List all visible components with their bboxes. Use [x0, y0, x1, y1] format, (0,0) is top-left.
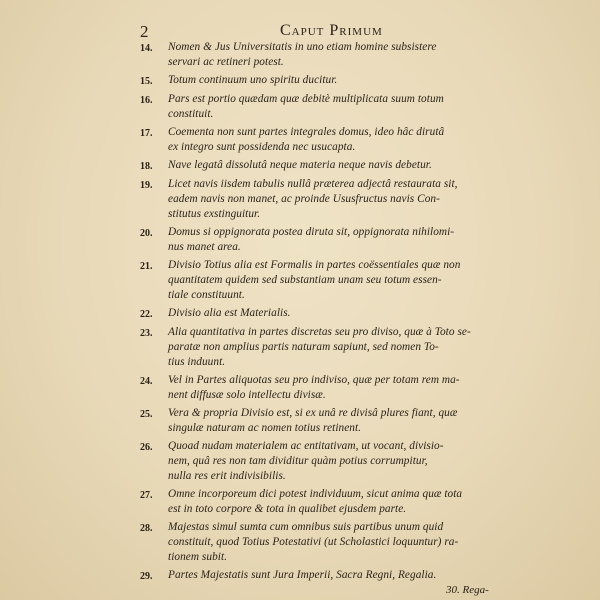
numbered-entry — [140, 125, 492, 155]
text-line: tius induunt. — [168, 356, 226, 368]
text-line: Vera & propria Divisio est, si ex unâ re divisâ plures fiant, quæ — [168, 407, 458, 419]
entry-number: 15. — [140, 76, 153, 87]
entry-number: 22. — [140, 309, 153, 320]
numbered-entry — [140, 439, 492, 484]
numbered-entry — [140, 73, 492, 89]
entry-text — [168, 125, 492, 155]
text-line: est in toto corpore & tota in qualibet ejusdem parte. — [168, 503, 407, 515]
entry-text — [168, 439, 492, 484]
entry-number: 27. — [140, 490, 153, 501]
entry-number: 20. — [140, 228, 153, 239]
entry-number: 17. — [140, 128, 153, 139]
numbered-entry — [140, 258, 492, 303]
entry-text — [168, 520, 492, 565]
entry-text — [168, 568, 492, 583]
text-line: quantitatem quidem sed substantiam unam seu totum essen- — [168, 274, 442, 286]
numbered-entry — [140, 177, 492, 222]
catchword: 30. Rega- — [446, 584, 489, 596]
running-head: Caput Primum — [280, 22, 383, 39]
text-line: Nomen & Jus Universitatis in uno etiam homine subsistere — [168, 41, 437, 53]
entry-text — [168, 325, 492, 370]
numbered-entry — [140, 92, 492, 122]
text-line: nus manet area. — [168, 241, 241, 253]
entry-text — [168, 158, 492, 173]
page-header — [140, 22, 560, 42]
entry-number: 21. — [140, 261, 153, 272]
text-line: Partes Majestatis sunt Jura Imperii, Sacra Regni, Regalia. — [168, 569, 437, 581]
numbered-entry — [140, 325, 492, 370]
text-line: Vel in Partes aliquotas seu pro indiviso, quæ per totam rem ma- — [168, 374, 460, 386]
entry-number: 28. — [140, 523, 153, 534]
page-number: 2 — [140, 22, 149, 41]
text-line: nem, quâ res non tam dividitur quàm potius corrumpitur, — [168, 455, 428, 467]
text-line: constituit, quod Totius Potestativi (ut Scholastici loquuntur) ra- — [168, 536, 459, 548]
numbered-entry — [140, 487, 492, 517]
entry-number: 18. — [140, 161, 153, 172]
text-line: constituit. — [168, 108, 214, 120]
entry-text — [168, 92, 492, 122]
numbered-entry — [140, 158, 492, 174]
text-line: Nave legatâ dissolutâ neque materia neque navis debetur. — [168, 159, 432, 171]
entry-text — [168, 373, 492, 403]
text-line: servari ac retineri potest. — [168, 56, 284, 68]
entry-text — [168, 487, 492, 517]
text-line: nent diffusæ solo intellectu divisæ. — [168, 389, 326, 401]
main-text — [140, 40, 492, 587]
text-line: Totum continuum uno spiritu ducitur. — [168, 74, 338, 86]
text-line: Divisio alia est Materialis. — [168, 307, 291, 319]
text-line: Alia quantitativa in partes discretas seu pro diviso, quæ à Toto se- — [168, 326, 471, 338]
text-line: Omne incorporeum dici potest individuum, sicut anima quæ tota — [168, 488, 463, 500]
text-line: Majestas simul sumta cum omnibus suis partibus unum quid — [168, 521, 444, 533]
entry-text — [168, 258, 492, 303]
entry-number: 25. — [140, 409, 153, 420]
text-line: nulla res erit indivisibilis. — [168, 470, 286, 482]
entry-number: 24. — [140, 376, 153, 387]
numbered-entry — [140, 406, 492, 436]
text-line: paratæ non amplius partis naturam sapiunt, sed nomen To- — [168, 341, 439, 353]
text-line: tionem subit. — [168, 551, 228, 563]
entry-text — [168, 73, 492, 88]
entry-number: 16. — [140, 95, 153, 106]
entry-text — [168, 225, 492, 255]
text-line: Quoad nudam materialem ac entitativam, ut vocant, divisio- — [168, 440, 444, 452]
numbered-entry — [140, 520, 492, 565]
text-line: Divisio Totius alia est Formalis in partes coëssentiales quæ non — [168, 259, 461, 271]
entry-text — [168, 306, 492, 321]
entry-number: 14. — [140, 43, 153, 54]
entry-text — [168, 40, 492, 70]
entry-text — [168, 406, 492, 436]
text-line: Licet navis iisdem tabulis nullâ præterea adjectâ restaurata sit, — [168, 178, 458, 190]
numbered-entry — [140, 568, 492, 584]
numbered-entry — [140, 225, 492, 255]
numbered-entry — [140, 373, 492, 403]
text-line: eadem navis non manet, ac proinde Ususfructus navis Con- — [168, 193, 440, 205]
text-line: Domus si oppignorata postea diruta sit, oppignorata nihilomi- — [168, 226, 455, 238]
text-line: tiale constituunt. — [168, 289, 245, 301]
text-line: ex integro sunt possidenda nec usucapta. — [168, 141, 356, 153]
entry-number: 23. — [140, 328, 153, 339]
numbered-entry — [140, 306, 492, 322]
text-line: singulæ naturam ac nomen totius retinent. — [168, 422, 362, 434]
entry-text — [168, 177, 492, 222]
text-line: Pars est portio quædam quæ debitè multiplicata suum totum — [168, 93, 444, 105]
numbered-entry — [140, 40, 492, 70]
text-line: Coementa non sunt partes integrales domus, ideo hâc dirutâ — [168, 126, 445, 138]
text-line: stitutus exstinguitur. — [168, 208, 261, 220]
entry-number: 26. — [140, 442, 153, 453]
entry-number: 19. — [140, 180, 153, 191]
entry-number: 29. — [140, 571, 153, 582]
